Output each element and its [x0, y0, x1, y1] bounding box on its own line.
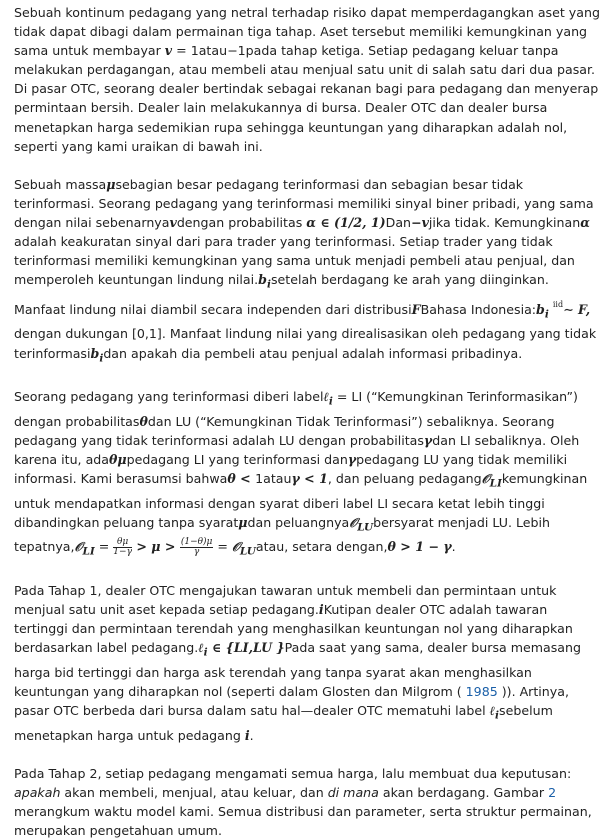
- math-O: 𝒪: [231, 539, 240, 555]
- text: sebagian besar pedagang terinformasi dan sebagian besar tidak terinformasi. Seorang pedagang yang terinformasi memiliki sinyal biner pribadi, yang sama dengan nilai sebenarnya: [14, 176, 594, 230]
- text: = LI (“Kemungkinan Terinformasikan”) dengan probabilitas: [14, 389, 578, 429]
- math-label-set: ∈ {LI,LU }: [207, 640, 285, 656]
- math-O: 𝒪: [349, 514, 358, 530]
- math-sub-LI: LI: [82, 545, 95, 558]
- text: , dan peluang pedagang: [327, 471, 482, 487]
- math-neg-v: −v: [411, 214, 429, 230]
- math-v: v: [169, 214, 177, 230]
- text: 1atau: [255, 471, 292, 487]
- emphasis: di mana: [327, 784, 379, 800]
- math-sub-LU: LU: [357, 521, 374, 534]
- math-alpha: α: [580, 214, 590, 230]
- math-eq: =: [172, 43, 191, 59]
- math-b: b: [90, 345, 100, 361]
- math-ell: ℓ: [198, 640, 204, 656]
- paragraph-traders: [14, 175, 601, 368]
- paragraph-labels: [14, 387, 601, 562]
- math-sub-i: i: [203, 646, 208, 659]
- text: dan LI sebaliknya. Oleh karena itu, ada: [14, 432, 580, 467]
- math-b: b: [536, 301, 545, 317]
- math-sub-i: i: [544, 308, 549, 321]
- math-minus: −: [227, 43, 238, 59]
- math-sub-i: i: [266, 278, 271, 291]
- math-fraction: [113, 538, 132, 557]
- math-ell: ℓ: [489, 703, 496, 719]
- text: Pada Tahap 2, setiap pedagang mengamati semua harga, lalu membuat dua keputusan:: [14, 765, 572, 781]
- math-sub-LU: LU: [239, 545, 256, 558]
- text: dengan probabilitas: [176, 214, 307, 230]
- text: bersyarat menjadi LU. Lebih tepatnya,: [14, 514, 550, 555]
- fraction-numerator: θμ: [113, 538, 132, 548]
- fraction-denominator: 1−γ: [113, 547, 132, 558]
- math-i: i: [244, 727, 250, 743]
- math-sub-i: i: [328, 395, 333, 408]
- paragraph-stage-2: [14, 764, 601, 840]
- math-sim-F: ∼ F,: [563, 301, 591, 317]
- text: pedagang LU yang tidak memiliki informasi. Kami berasumsi bahwa: [14, 451, 568, 487]
- math-iid: iid: [552, 299, 564, 309]
- text: akan membeli, menjual, atau keluar, dan: [60, 784, 328, 800]
- math-O: 𝒪: [481, 471, 490, 487]
- math-gt-mu: > μ >: [131, 539, 180, 555]
- math-theta-mu: θμ: [109, 451, 127, 467]
- math-eq: =: [94, 539, 114, 555]
- text: Dan: [385, 214, 412, 230]
- math-fraction: [180, 538, 214, 557]
- math-mu: μ: [106, 176, 116, 192]
- math-gamma-lt: γ < 1: [291, 471, 328, 487]
- text: sebelum menetapkan harga untuk pedagang: [14, 703, 553, 743]
- math-theta-lt: θ <: [227, 471, 256, 487]
- text: setelah berdagang ke arah yang diinginkan. Manfaat lindung nilai diambil secara independen dari distribusi: [14, 272, 549, 317]
- text: adalah keakuratan sinyal dari para trader yang terinformasi. Setiap trader yang tidak terinformasi memiliki kemungkinan yang sama untuk menjadi pembeli atau penjual, dan memperoleh keuntungan lindung nilai.: [14, 234, 575, 288]
- text: Bahasa Indonesia:: [420, 301, 537, 317]
- text: .: [451, 539, 456, 555]
- math-sub-i: i: [495, 709, 500, 722]
- text: pedagang LI yang terinformasi dan: [126, 451, 348, 467]
- math-ell: ℓ: [323, 389, 329, 405]
- text: Pada saat yang sama, dealer bursa memasang harga bid tertinggi dan harga ask terendah yang tanpa syarat akan menghasilkan keuntungan yang diharapkan nol (seperti dalam Glosten dan Milgrom (: [14, 640, 581, 699]
- text: Pada Tahap 1, dealer OTC mengajukan tawaran untuk membeli dan permintaan untuk menjual satu unit aset kepada setiap pedagang.: [14, 582, 557, 618]
- text: Sebuah kontinum pedagang yang netral terhadap risiko dapat memperdagangkan aset yang tidak dapat dibagi dalam permainan tiga tahap. Aset tersebut memiliki kemungkinan yang sama untuk membayar: [14, 5, 600, 59]
- text: Kutipan dealer OTC adalah tawaran tertinggi dan permintaan terendah yang menghasilkan keuntungan nol yang diharapkan berdasarkan label pedagang.: [14, 602, 573, 656]
- math-theta: θ: [139, 413, 148, 429]
- text: dan apakah dia pembeli atau penjual adalah informasi pribadinya.: [103, 345, 523, 361]
- math-eq: =: [213, 539, 232, 555]
- text: 1pada tahap ketiga. Setiap pedagang keluar tanpa melakukan perdagangan, atau membeli atau menjual satu unit di salah satu dari dua pasar. Di pasar OTC, seorang dealer bertindak sebagai rekanan bagi para pedagang dan menyerap permintaan bersih. Dealer lain melakukannya di bursa. Dealer OTC dan dealer bursa menetapkan harga sedemikian rupa sehingga keuntungan yang diharapkan adalah nol, seperti yang kami uraikan di bawah ini.: [14, 43, 599, 154]
- math-sub-LI: LI: [489, 477, 502, 490]
- math-alpha-range: α ∈ (1/2, 1): [306, 214, 386, 230]
- math-v: v: [164, 43, 173, 59]
- text: 1atau: [190, 43, 228, 59]
- text: Seorang pedagang yang terinformasi diberi label: [14, 389, 324, 405]
- text: dan peluangnya: [247, 514, 350, 530]
- text: .: [249, 727, 254, 743]
- paragraph-stage-1: [14, 581, 601, 745]
- math-gamma: γ: [423, 432, 433, 448]
- math-F: F: [411, 301, 421, 317]
- text: Sebuah massa: [14, 176, 107, 192]
- text: dengan dukungan [0,1]. Manfaat lindung nilai yang direalisasikan oleh pedagang yang tidak terinformasi: [14, 326, 597, 361]
- math-sub-i: i: [99, 352, 104, 365]
- paragraph-model-setup: [14, 3, 601, 156]
- math-gamma: γ: [347, 451, 357, 467]
- math-b: b: [258, 272, 267, 288]
- math-inequality: θ > 1 − γ: [387, 539, 452, 555]
- figure-link[interactable]: 2: [548, 784, 557, 800]
- text: jika tidak. Kemungkinan: [428, 214, 581, 230]
- fraction-numerator: (1−θ)μ: [180, 537, 213, 548]
- text: kemungkinan untuk mendapatkan informasi dengan syarat diberi label LI secara ketat lebih tinggi dibandingkan peluang tanpa syarat: [14, 471, 588, 530]
- math-O: 𝒪: [74, 539, 83, 555]
- text: atau, setara dengan,: [255, 539, 388, 555]
- text: dan LU (“Kemungkinan Tidak Terinformasi”) sebaliknya. Seorang pedagang yang tidak terinformasi adalah LU dengan probabilitas: [14, 413, 555, 448]
- text: akan berdagang. Gambar: [378, 784, 549, 800]
- math-i: i: [318, 602, 324, 618]
- citation-link[interactable]: 1985: [465, 683, 498, 699]
- emphasis: apakah: [14, 784, 61, 800]
- math-mu: μ: [238, 514, 248, 530]
- fraction-denominator: γ: [193, 547, 200, 558]
- text: merangkum waktu model kami. Semua distribusi dan parameter, serta struktur permainan, merupakan pengetahuan umum.: [14, 803, 592, 839]
- text: )). Artinya, pasar OTC berbeda dari bursa dalam satu hal—dealer OTC mematuhi label: [14, 683, 569, 719]
